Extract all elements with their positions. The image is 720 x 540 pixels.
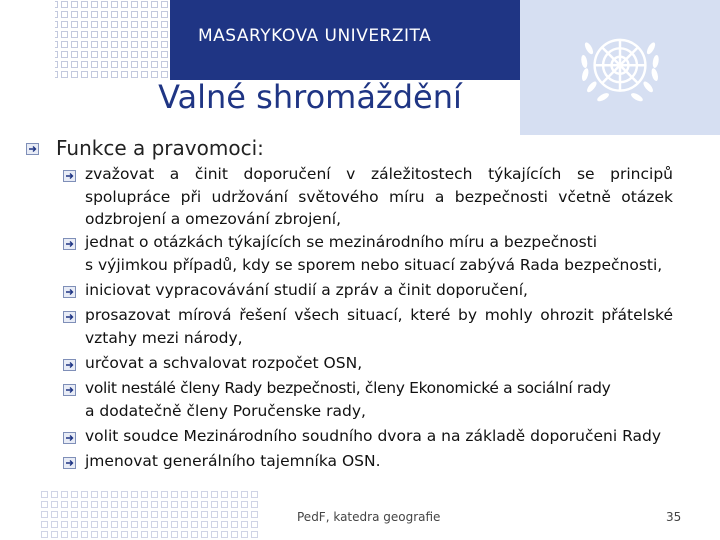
university-name: MASARYKOVA UNIVERZITA [198,26,432,46]
list-item-line: zvažovat a činit doporučení v záležitostech týkajících se principů [85,165,673,183]
list-item-line: a dodatečně členy Poručenske rady, [85,401,366,420]
list-item [85,377,673,422]
section-heading: Funkce a pravomoci: [56,136,264,160]
bullet-arrow-icon [63,170,76,182]
bullet-arrow-icon [26,143,39,155]
slide-title: Valné shromáždění [158,78,462,116]
university-banner [170,0,520,80]
list-item [85,304,673,349]
list-item [85,425,673,448]
list-item [85,450,673,473]
footer-text: PedF, katedra geografie [297,510,441,524]
list-item-line: určovat a schvalovat rozpočet OSN, [85,354,363,372]
list-item-line: volit nestálé členy Rady bezpečnosti, členy Ekonomické a sociální rady [85,379,611,397]
list-item-line: volit soudce Mezinárodního soudního dvora a na základě doporučeni Rady [85,427,662,445]
bullet-arrow-icon [63,359,76,371]
list-item [85,279,673,302]
list-item [85,231,673,276]
bullet-arrow-icon [63,384,76,396]
bullet-arrow-icon [63,286,76,298]
decorative-dot-grid-top [0,0,170,80]
list-item-line: prosazovat mírová řešení všech situací, které by mohly ohrozit přátelské [85,306,673,324]
bullet-arrow-icon [63,238,76,250]
bullet-arrow-icon [63,432,76,444]
list-item [85,163,673,231]
decorative-dot-grid-bottom [40,490,260,540]
list-item-line: jednat o otázkách týkajících se mezinárodního míru a bezpečnosti [85,233,598,251]
page-number: 35 [666,510,682,524]
list-item-line: s výjimkou případů, kdy se sporem nebo situací zabývá Rada bezpečnosti, [85,255,663,274]
bullet-arrow-icon [63,311,76,323]
list-item-line: iniciovat vypracovávání studií a zpráv a činit doporučení, [85,281,528,299]
list-item-line: spolupráce při udržování světového míru a bezpečnosti včetně otázek [85,187,673,206]
list-item [85,352,673,375]
list-item-line: odzbrojení a omezování zbrojení, [85,210,341,228]
list-item-line: jmenovat generálního tajemníka OSN. [85,452,381,470]
list-item-line: vztahy mezi národy, [85,328,243,347]
bullet-arrow-icon [63,457,76,469]
